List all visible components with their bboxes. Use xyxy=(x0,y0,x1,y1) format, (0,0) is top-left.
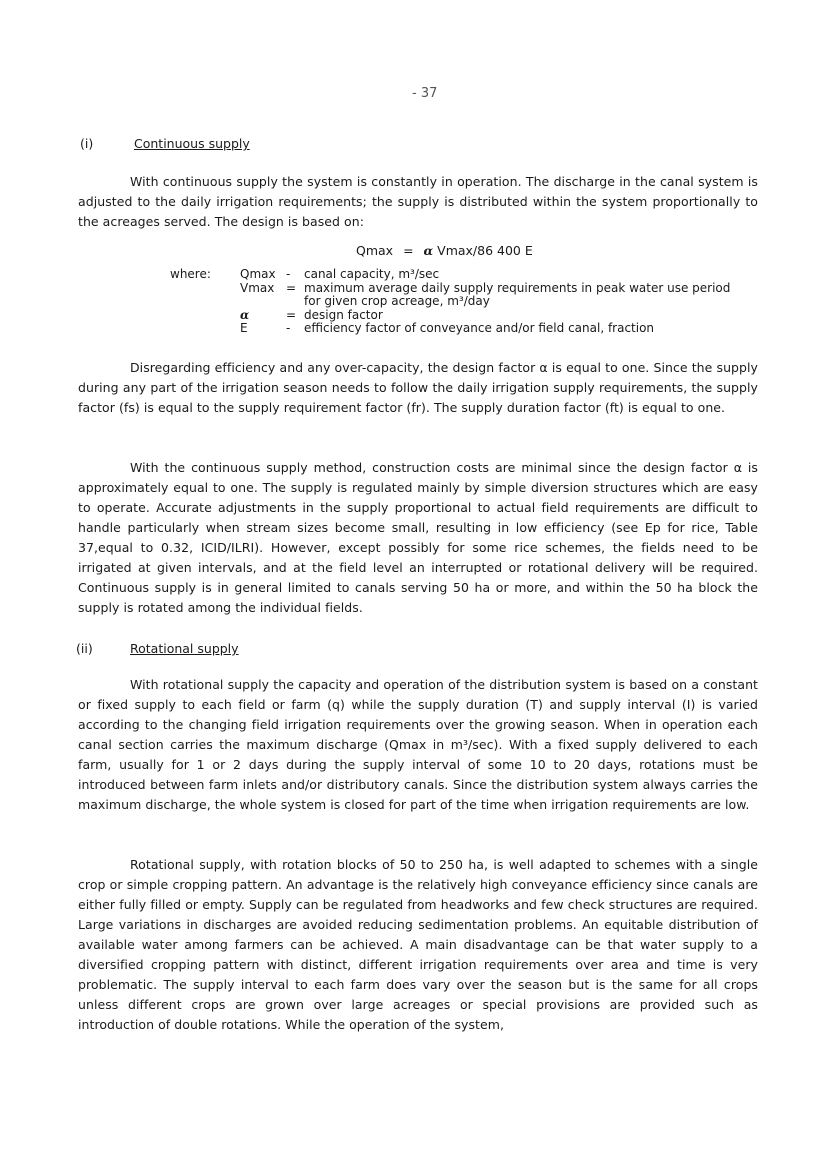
design-formula xyxy=(356,243,533,258)
paragraph-text: Disregarding efficiency and any over-capacity, the design factor α is equal to one. Since the supply during any part of the irrigation season needs to follow the daily irrigation supply requirements, the supply factor (fs) is equal to the supply requirement factor (fr). The supply duration factor (ft) is equal to one. xyxy=(78,360,758,415)
definition-text: canal capacity, m³/sec xyxy=(304,267,440,281)
definition-eq: - xyxy=(286,321,291,335)
definition-text: design factor xyxy=(304,307,383,322)
variable-definitions xyxy=(170,268,744,336)
formula-rhs: Vmax/86 400 E xyxy=(437,243,533,258)
definition-eq: = xyxy=(286,307,297,322)
section-heading-continuous xyxy=(80,136,250,151)
definition-symbol: α xyxy=(240,307,250,322)
definition-eq: = xyxy=(286,280,297,295)
formula-lhs: Qmax xyxy=(356,243,394,258)
definition-text: maximum average daily supply requirements in peak water use period for given crop acreage, m³/day xyxy=(304,280,731,308)
section-number: (ii) xyxy=(76,641,93,656)
paragraph-text: With rotational supply the capacity and operation of the distribution system is based on a constant or fixed supply to each field or farm (q) while the supply duration (T) and supply interval (I) is varied according to the changing field irrigation requirements over the growing season. When in operation each canal section carries the maximum discharge (Qmax in m³/sec). With a fixed supply delivered to each farm, usually for 1 or 2 days during the supply interval of some 10 to 20 days, rotations must be introduced between farm inlets and/or distributory canals. Since the distribution system always carries the maximum discharge, the whole system is closed for part of the time when irrigation requirements are low. xyxy=(78,677,758,812)
definition-row xyxy=(170,268,744,282)
paragraph-text: Rotational supply, with rotation blocks of 50 to 250 ha, is well adapted to schemes with a single crop or simple cropping pattern. An advantage is the relatively high conveyance efficiency since canals are either fully filled or empty. Supply can be regulated from headworks and few check structures are required. Large variations in discharges are avoided reducing sedimentation problems. An equitable distribution of available water among farmers can be achieved. A main disadvantage can be that water supply to a diversified cropping pattern with distinct, different irrigation requirements over area and time is very problematic. The supply interval to each farm does vary over the season but is the same for all crops unless different crops are grown over large acreages or special provisions are provided such as introduction of double rotations. While the operation of the system, xyxy=(78,857,758,1032)
section-title: Continuous supply xyxy=(134,136,250,151)
paragraph-intro xyxy=(78,172,758,232)
definition-row xyxy=(170,282,744,309)
definition-symbol: Vmax xyxy=(240,280,275,295)
section-number: (i) xyxy=(80,136,94,151)
section-title: Rotational supply xyxy=(130,641,239,656)
section-heading-rotational xyxy=(76,641,239,656)
definition-symbol: Qmax xyxy=(240,267,276,281)
definition-symbol: E xyxy=(240,321,248,335)
page-number: - 37 xyxy=(412,86,438,101)
alpha-symbol: α xyxy=(423,243,434,258)
definition-text: efficiency factor of conveyance and/or field canal, fraction xyxy=(304,321,655,335)
paragraph-text: With continuous supply the system is constantly in operation. The discharge in the canal system is adjusted to the daily irrigation requirements; the supply is distributed within the system proportionally to the acreages served. The design is based on: xyxy=(78,174,758,229)
paragraph-text: With the continuous supply method, construction costs are minimal since the design factor α is approximately equal to one. The supply is regulated mainly by simple diversion structures which are easy to operate. Accurate adjustments in the supply proportional to actual field requirements are difficult to handle particularly when stream sizes become small, resulting in low efficiency (see Ep for rice, Table 37,equal to 0.32, ICID/ILRI). However, except possibly for some rice schemes, the fields need to be irrigated at given intervals, and at the field level an interrupted or rotational delivery will be required. Continuous supply is in general limited to canals serving 50 ha or more, and within the 50 ha block the supply is rotated among the individual fields. xyxy=(78,460,758,615)
paragraph-design-factor xyxy=(78,358,758,418)
paragraph-continuous-method xyxy=(78,458,758,618)
paragraph-rotational-blocks xyxy=(78,855,758,1035)
definition-eq: - xyxy=(286,267,291,281)
definition-row xyxy=(170,309,744,323)
paragraph-rotational-supply xyxy=(78,675,758,815)
formula-eq: = xyxy=(403,243,414,258)
definition-row xyxy=(170,322,744,336)
where-label: where: xyxy=(170,267,211,281)
